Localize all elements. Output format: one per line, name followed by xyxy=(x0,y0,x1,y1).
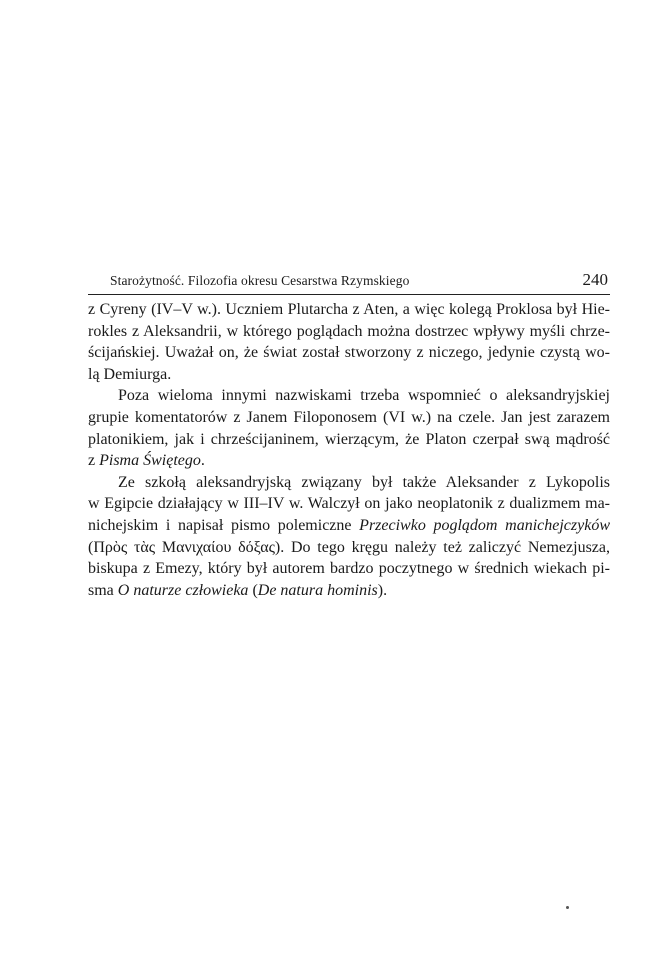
paragraph-line xyxy=(88,299,610,321)
line-text: z xyxy=(88,452,100,470)
line-text: grupie komentatorów z Janem Filoponosem (VI w.) na czele. Jan jest zarazem xyxy=(88,408,610,426)
header-rule xyxy=(88,294,610,295)
paragraph-line xyxy=(88,580,610,602)
italic-title: Przeciwko poglądom manichejczyków xyxy=(359,516,611,534)
running-head xyxy=(88,270,610,296)
running-title: Starożytność. Filozofia okresu Cesarstwa Rzymskiego xyxy=(110,273,410,288)
paragraph-line xyxy=(88,493,610,515)
paragraph-line xyxy=(88,385,610,407)
line-text: rokles z Aleksandrii, w którego poglądach można dostrzec wpływy myśli chrze- xyxy=(88,322,610,340)
paragraph-line xyxy=(88,321,610,343)
paragraph-line xyxy=(88,342,610,364)
line-text: ). xyxy=(377,581,388,599)
paragraph-line xyxy=(88,429,610,451)
line-text: ( xyxy=(248,581,258,599)
paragraph-line xyxy=(88,407,610,429)
page-number: 240 xyxy=(582,270,608,289)
italic-title: O naturze człowieka xyxy=(117,581,249,599)
paragraph-line xyxy=(88,537,610,559)
line-text: biskupa z Emezy, który był autorem bardzo poczytnego w średnich wiekach pi- xyxy=(88,560,610,578)
paragraph-line xyxy=(88,472,610,494)
line-text: lą Demiurga. xyxy=(88,365,172,383)
line-text: nichejskim i napisał pismo polemiczne xyxy=(88,516,360,534)
paragraph-line xyxy=(88,558,610,580)
line-text: platonikiem, jak i chrześcijaninem, wierzącym, że Platon czerpał swą mądrość xyxy=(88,430,610,448)
paragraph-line xyxy=(88,450,610,472)
line-text: ścijańskiej. Uważał on, że świat został stworzony z niczego, jedynie czystą wo- xyxy=(88,344,610,362)
italic-title: De natura hominis xyxy=(257,581,378,599)
line-text: Poza wieloma innymi nazwiskami trzeba wspomnieć o aleksandryjskiej xyxy=(118,387,610,405)
line-text: Ze szkołą aleksandryjską związany był także Aleksander z Lykopolis xyxy=(118,473,610,491)
italic-title: Pisma Świętego xyxy=(99,452,201,470)
paragraph-line xyxy=(88,515,610,537)
scan-speck xyxy=(566,906,569,909)
line-text: w Egipcie działający w III–IV w. Walczył on jako neoplatonik z dualizmem ma- xyxy=(88,495,610,513)
line-text: . xyxy=(200,452,205,470)
line-text: sma xyxy=(88,581,118,599)
paragraph-line xyxy=(88,364,610,386)
body-text xyxy=(88,299,610,601)
line-text: z Cyreny (IV–V w.). Uczniem Plutarcha z Aten, a więc kolegą Proklosa był Hie- xyxy=(88,301,610,318)
line-text: (Πρὸς τὰς Μανιχαίου δόξας). Do tego kręgu należy też zaliczyć Nemezjusza, xyxy=(88,538,610,556)
